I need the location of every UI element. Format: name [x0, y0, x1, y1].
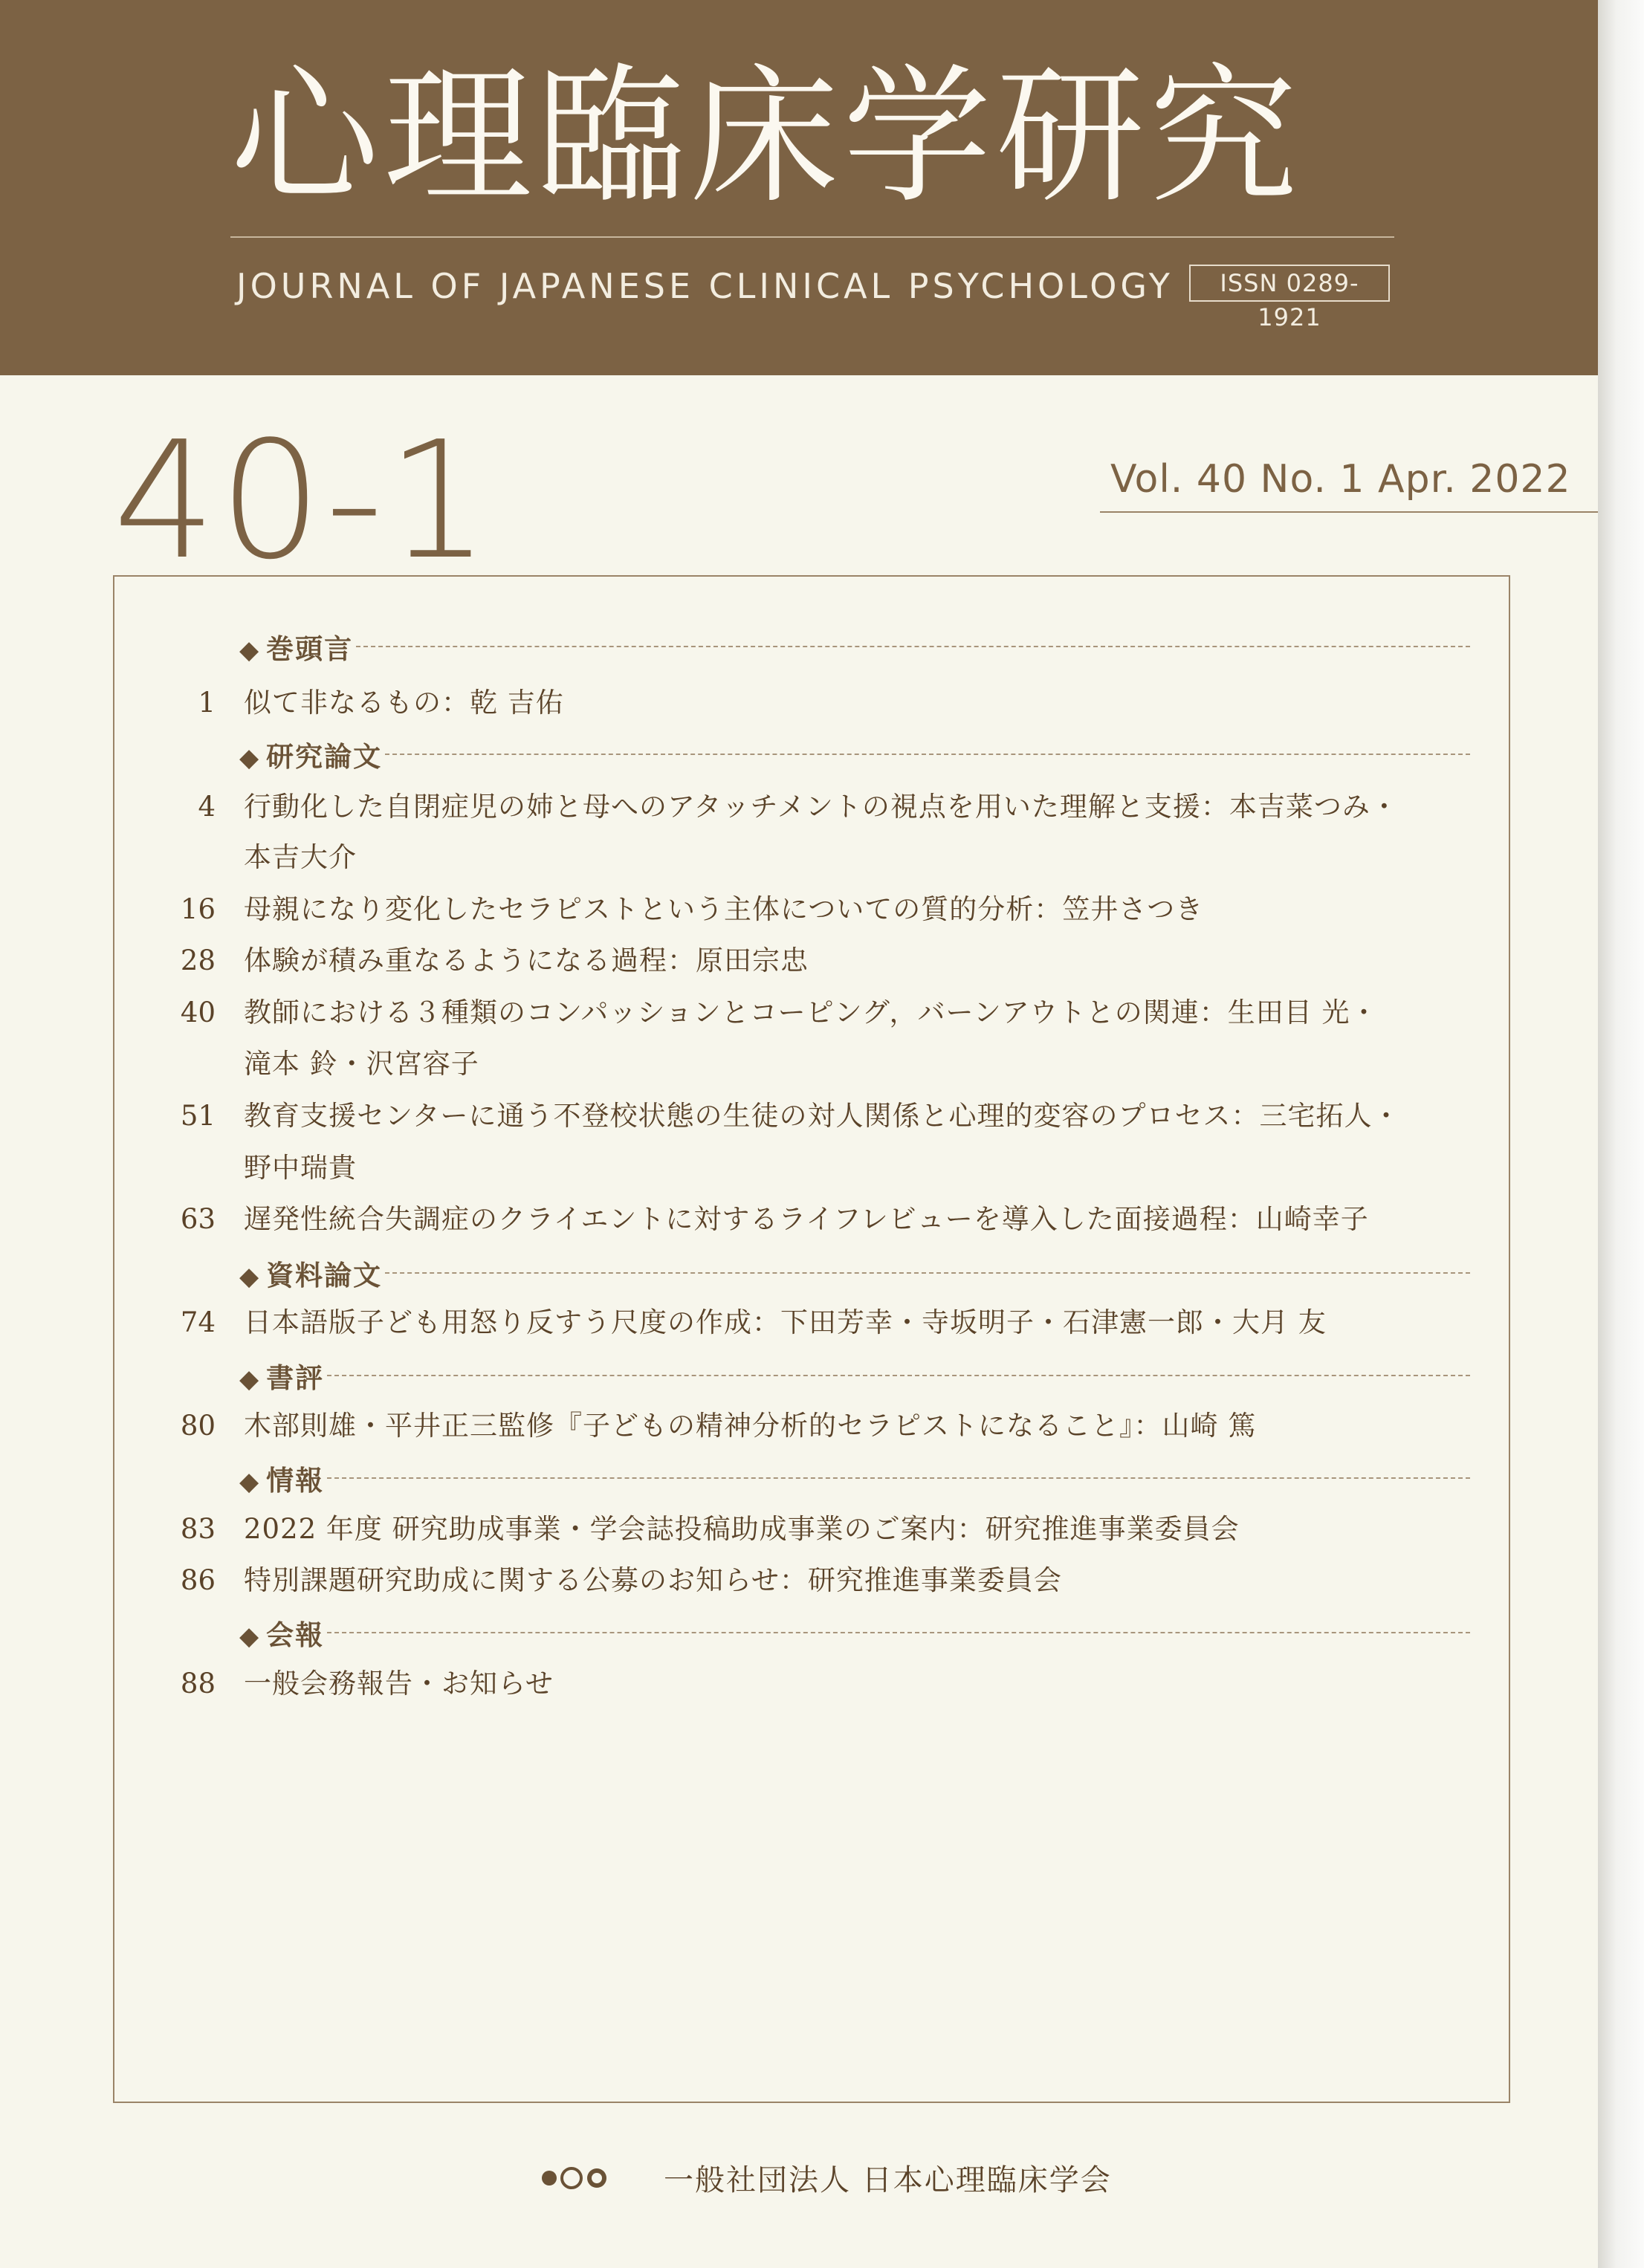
volume-rule [1100, 511, 1598, 513]
page-edge [1598, 0, 1644, 2268]
diamond-icon: ◆ [239, 635, 261, 665]
toc-entry-text: 似て非なるもの：乾 吉佑 [244, 687, 564, 719]
toc-entry-text: 特別課題研究助成に関する公募のお知らせ：研究推進事業委員会 [244, 1564, 1062, 1596]
journal-title: 心理臨床学研究 [230, 51, 1303, 224]
toc-page-number: 40 [180, 997, 216, 1028]
toc-entry-text: 行動化した自閉症児の姉と母へのアタッチメントの視点を用いた理解と支援：本吉菜つみ・ [244, 791, 1399, 823]
issue-number: 40-1 [113, 407, 493, 595]
toc-page-number: 74 [180, 1306, 216, 1338]
toc-entry-text: 教師における３種類のコンパッションとコーピング，バーンアウトとの関連：生田目 光・ [244, 997, 1379, 1028]
toc-page-number: 83 [180, 1513, 216, 1545]
toc-entry-text: 遅発性統合失調症のクライエントに対するライフレビューを導入した面接過程：山崎幸子 [244, 1203, 1369, 1235]
toc-page-number: 88 [180, 1668, 216, 1700]
toc-page-number: 80 [180, 1410, 216, 1442]
toc-page-number: 51 [180, 1100, 216, 1132]
society-logo-icon [539, 2151, 650, 2203]
section-heading-kantogen: ◆ 巻頭言 [239, 628, 1470, 665]
toc-page-number: 86 [180, 1564, 216, 1596]
diamond-icon: ◆ [239, 1364, 261, 1394]
toc-entry-text: 2022 年度 研究助成事業・学会誌投稿助成事業のご案内：研究推進事業委員会 [244, 1513, 1240, 1545]
dashed-rule [385, 1272, 1470, 1274]
dashed-rule [327, 1375, 1470, 1376]
diamond-icon: ◆ [239, 1262, 261, 1292]
toc-entry-text: 日本語版子ども用怒り反すう尺度の作成：下田芳幸・寺坂明子・石津憲一郎・大月 友 [244, 1306, 1327, 1338]
header-divider [230, 236, 1394, 238]
toc-entry-text: 母親になり変化したセラピストという主体についての質的分析：笠井さつき [244, 893, 1204, 925]
section-heading-research-papers: ◆ 研究論文 [239, 736, 1470, 773]
toc-entry-text-continued: 滝本 鈴・沢宮容子 [244, 1048, 479, 1080]
header-band [0, 0, 1610, 375]
toc-page-number: 4 [198, 791, 216, 823]
toc-page-number: 1 [198, 687, 216, 719]
dashed-rule [356, 646, 1470, 647]
volume-line: Vol. 40 No. 1 Apr. 2022 [1110, 457, 1571, 502]
dashed-rule [385, 754, 1470, 755]
issn-box: ISSN 0289-1921 [1189, 265, 1390, 302]
dashed-rule [327, 1632, 1470, 1633]
diamond-icon: ◆ [239, 1621, 261, 1651]
publisher-name: 一般社団法人 日本心理臨床学会 [664, 2162, 1112, 2197]
publisher-footer [539, 2151, 1112, 2203]
toc-page-number: 28 [180, 945, 216, 976]
toc-entry-text-continued: 本吉大介 [244, 841, 357, 873]
toc-page-number: 63 [180, 1203, 216, 1235]
toc-entry-text: 教育支援センターに通う不登校状態の生徒の対人関係と心理的変容のプロセス：三宅拓人・ [244, 1100, 1401, 1132]
toc-entry-text: 木部則雄・平井正三監修『子どもの精神分析的セラピストになること』：山崎 篤 [244, 1410, 1257, 1442]
section-heading-society-news: ◆ 会報 [239, 1614, 1470, 1651]
diamond-icon: ◆ [239, 1467, 261, 1497]
section-heading-data-papers: ◆ 資料論文 [239, 1254, 1470, 1292]
dashed-rule [327, 1477, 1470, 1479]
diamond-icon: ◆ [239, 743, 261, 773]
section-heading-information: ◆ 情報 [239, 1459, 1470, 1497]
toc-entry-text: 体験が積み重なるようになる過程：原田宗忠 [244, 945, 809, 976]
toc-entry-text: 一般会務報告・お知らせ [244, 1668, 554, 1700]
toc-entry-text-continued: 野中瑞貴 [244, 1152, 357, 1184]
journal-subtitle: JOURNAL OF JAPANESE CLINICAL PSYCHOLOGY [236, 266, 1174, 306]
section-heading-book-review: ◆ 書評 [239, 1357, 1470, 1394]
toc-page-number: 16 [180, 893, 216, 925]
